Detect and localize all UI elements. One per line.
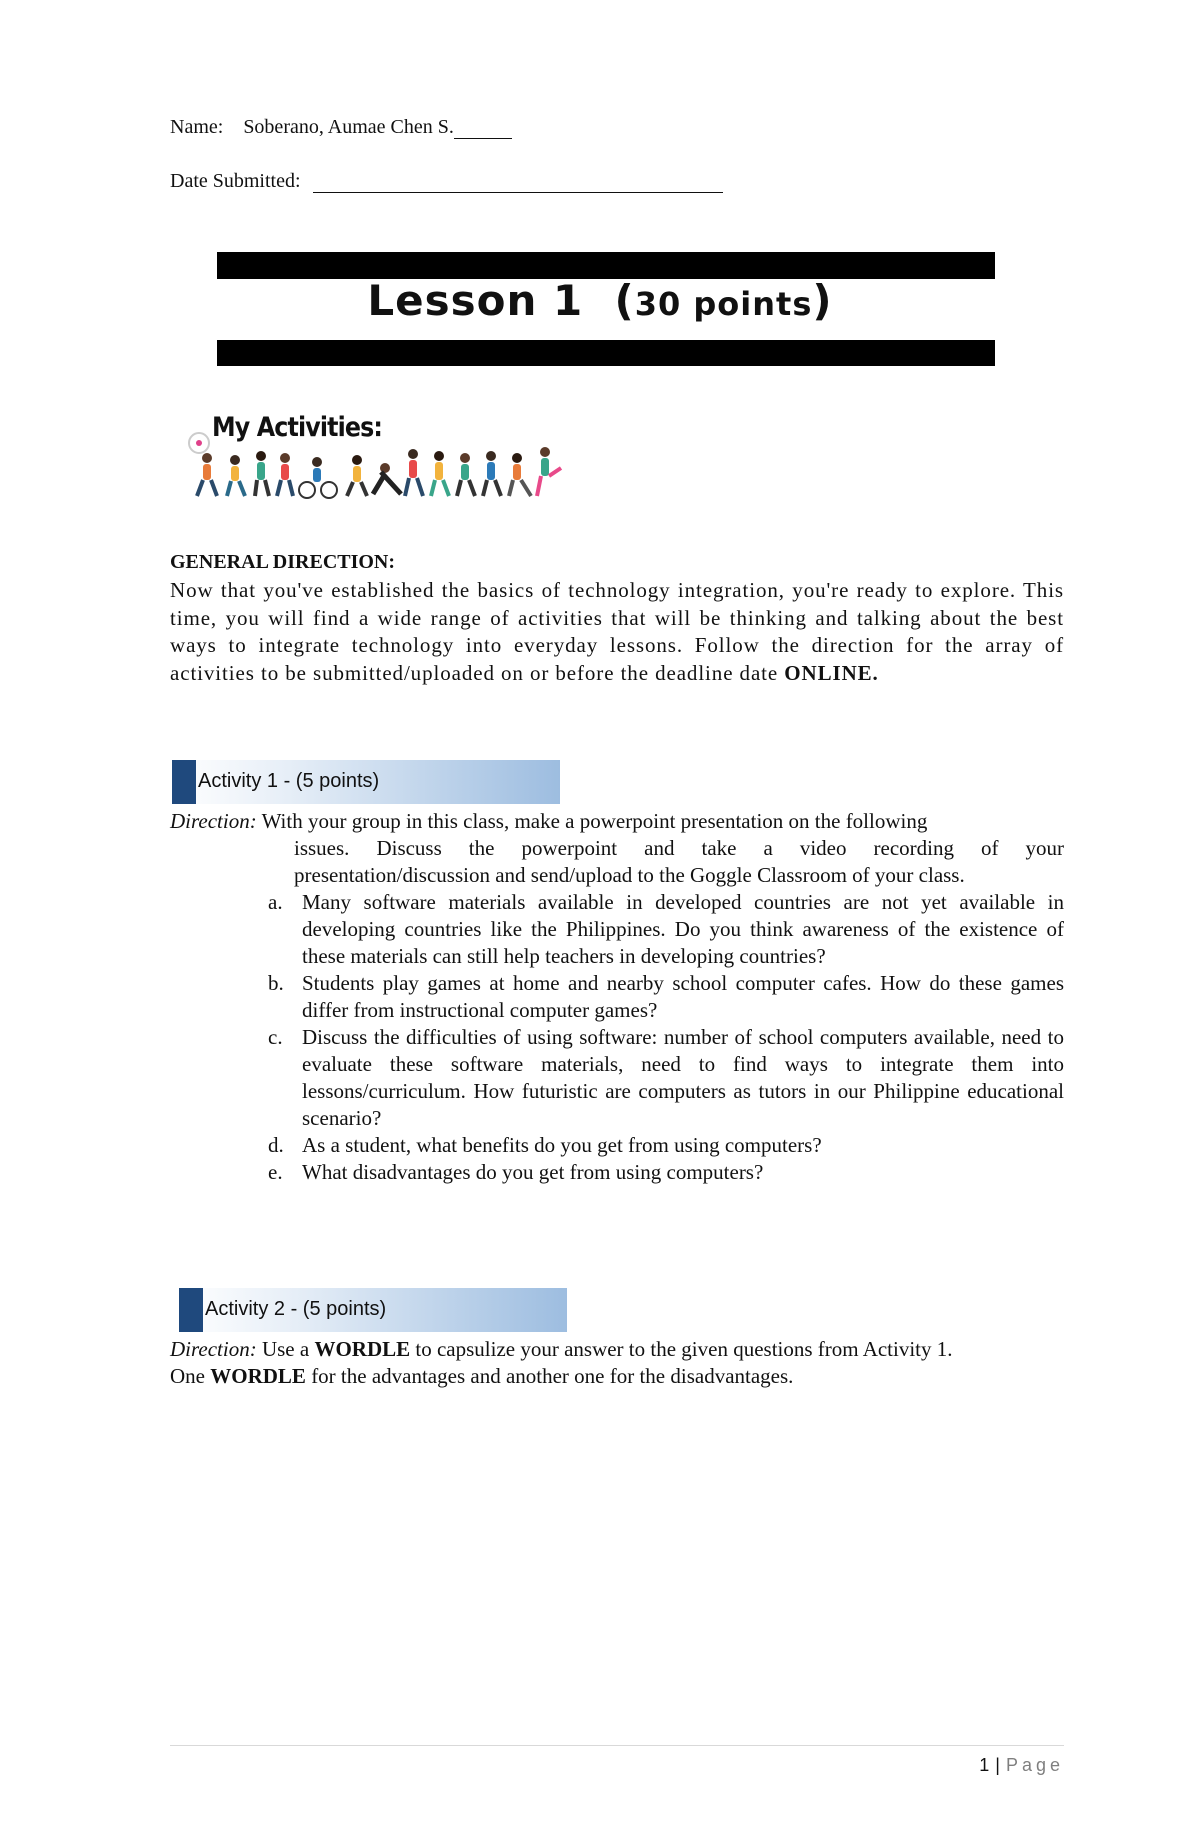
activity2-direction-label: Direction: [170, 1337, 257, 1361]
activity2-wordle1: WORDLE [314, 1337, 411, 1361]
activity1-question-list [268, 889, 1064, 1186]
list-item [268, 889, 1064, 970]
name-row [170, 116, 512, 139]
list-item [268, 1132, 1064, 1159]
activity1-direction-line1 [170, 808, 1064, 835]
date-blank-line [313, 172, 723, 193]
activity1-direction [170, 808, 1064, 889]
my-activities-label: My Activities: [212, 412, 382, 443]
activity2-tab [179, 1288, 203, 1332]
general-direction-body [170, 577, 1064, 687]
list-item [268, 1159, 1064, 1186]
list-item [268, 970, 1064, 1024]
date-row [170, 170, 723, 193]
list-marker: c. [268, 1025, 283, 1049]
people-activities-icon [197, 447, 561, 498]
general-direction-emphasis: ONLINE. [784, 660, 879, 685]
activity1-tab [172, 760, 196, 804]
page-number: 1 [979, 1755, 990, 1775]
activity1-title: Activity 1 - (5 points) [198, 770, 380, 792]
list-item-text: Many software materials available in developed countries are not yet available in developing countries like the Philippines. Do you think awareness of the existence of these materials can still help teachers in developing countries? [302, 890, 1064, 968]
list-item-text: Discuss the difficulties of using software: number of school computers available, need to evaluate these software materials, need to find ways to integrate them into lessons/curriculum. How futuristic are computers as tutors in our Philippine educational scenario? [302, 1025, 1064, 1130]
activity2-text-part3: One [170, 1364, 205, 1388]
title-bar-top [217, 252, 995, 279]
page-label: Page [1005, 1755, 1064, 1775]
list-item [268, 1024, 1064, 1132]
activity2-header [179, 1288, 567, 1332]
activity2-direction-line1 [170, 1336, 1070, 1363]
paren-open: ( [614, 276, 635, 325]
list-item-text: Students play games at home and nearby school computer cafes. How do these games differ from instructional computer games? [302, 971, 1064, 1022]
lesson-points: 30 points [634, 285, 813, 323]
date-label: Date Submitted: [170, 170, 301, 192]
footer-separator: | [995, 1755, 1000, 1775]
name-underline [454, 120, 512, 139]
footer-rule [170, 1745, 1064, 1746]
title-bar-bottom [217, 340, 995, 366]
list-marker: a. [268, 890, 283, 914]
activity2-direction-line2 [170, 1363, 1070, 1390]
general-direction-text: Now that you've established the basics of technology integration, you're ready to explore. This time, you will find a wide range of activities that will be thinking and talking about the best ways to integrate technology into everyday lessons. Follow the direction for the array of activities to be submitted/uploaded on or before the deadline date [170, 578, 1064, 685]
activity2-wordle2: WORDLE [210, 1364, 306, 1388]
name-value: Soberano, Aumae Chen S. [243, 116, 454, 138]
name-label: Name: [170, 116, 224, 138]
page-footer [979, 1755, 1064, 1776]
activity1-direction-text1: With your group in this class, make a powerpoint presentation on the following [261, 809, 928, 833]
list-marker: b. [268, 971, 284, 995]
activity2-text-part2: to capsulize your answer to the given questions from Activity 1. [415, 1337, 953, 1361]
activity2-direction [170, 1336, 1070, 1390]
activity1-direction-line3: presentation/discussion and send/upload to the Goggle Classroom of your class. [294, 863, 965, 887]
activity1-header [172, 760, 560, 804]
list-item-text: As a student, what benefits do you get from using computers? [302, 1133, 822, 1157]
lesson-title-text: Lesson 1 [367, 276, 584, 325]
paren-close: ) [812, 276, 833, 325]
general-direction-heading: GENERAL DIRECTION: [170, 551, 396, 573]
activity2-text-part1: Use a [261, 1337, 310, 1361]
activity1-direction-label: Direction: [170, 809, 257, 833]
activity2-text-part4: for the advantages and another one for the disadvantages. [311, 1364, 794, 1388]
list-marker: e. [268, 1160, 283, 1184]
list-item-text: What disadvantages do you get from using computers? [302, 1160, 764, 1184]
list-marker: d. [268, 1133, 284, 1157]
activity1-direction-line2: issues. Discuss the powerpoint and take a video recording of your [294, 836, 1064, 860]
activity2-title: Activity 2 - (5 points) [205, 1298, 387, 1320]
lesson-title [0, 276, 1200, 325]
